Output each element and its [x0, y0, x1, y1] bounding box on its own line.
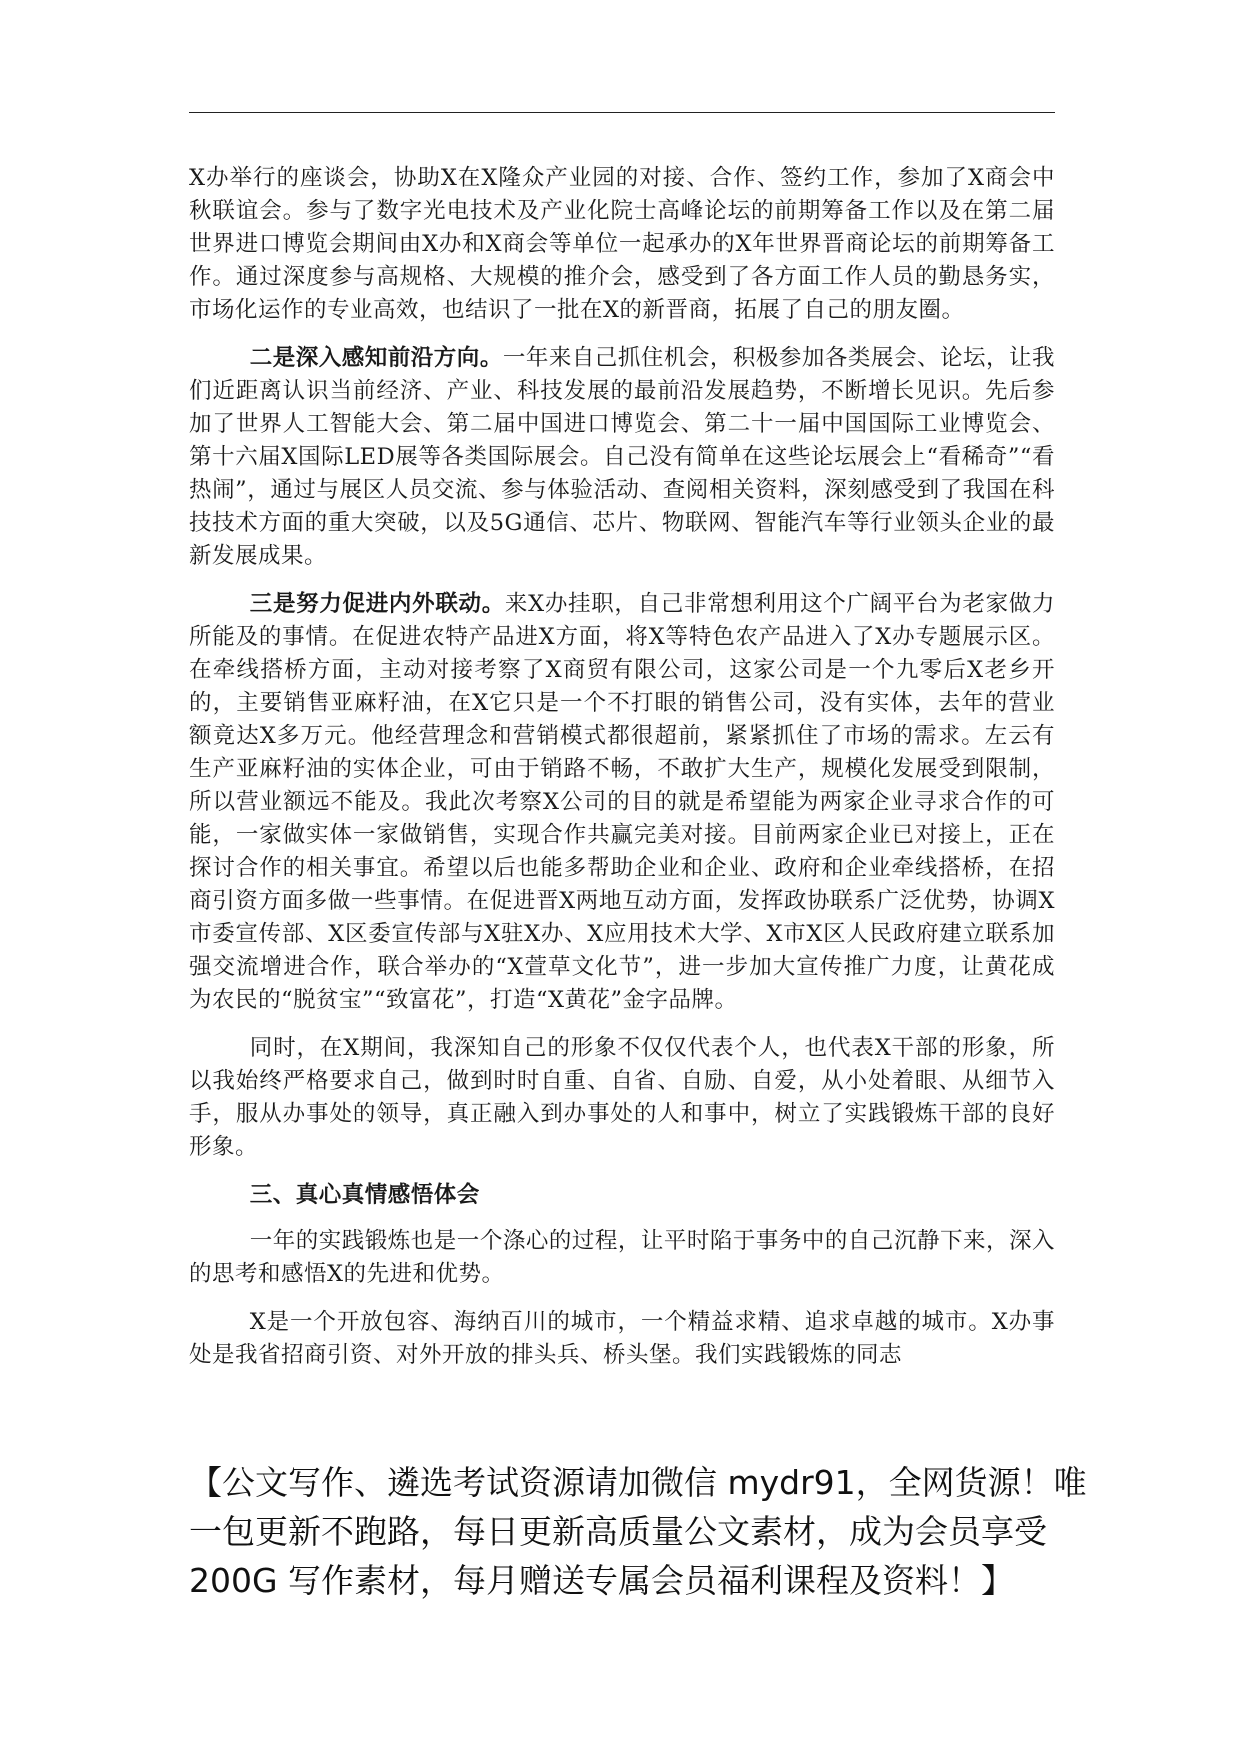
paragraph-1: X办举行的座谈会，协助X在X隆众产业园的对接、合作、签约工作，参加了X商会中秋联谊会。参与了数字光电技术及产业化院士高峰论坛的前期筹备工作以及在第二届世界进口博览会期间由X办和X商会等单位一起承办的X年世界晋商论坛的前期筹备工作。通过深度参与高规格、大规模的推介会，感受到了各方面工作人员的勤恳务实，市场化运作的专业高效，也结识了一批在X的新晋商，拓展了自己的朋友圈。 [189, 165, 1055, 323]
header-rule [189, 112, 1055, 113]
paragraph-2-lead: 二是深入感知前沿方向。 [249, 345, 503, 371]
paragraph-5: 一年的实践锻炼也是一个涤心的过程，让平时陷于事务中的自己沉静下来，深入的思考和感悟X的先进和优势。 [189, 1228, 1055, 1287]
promo-banner-text: 【公文写作、遴选考试资源请加微信 mydr91，全网货源！唯一包更新不跑路，每日更新高质量公文素材，成为会员享受 200G 写作素材，每月赠送专属会员福利课程及资料！】 [189, 1463, 1087, 1600]
paragraph-2-body: 一年来自己抓住机会，积极参加各类展会、论坛，让我们近距离认识当前经济、产业、科技发展的最前沿发展趋势，不断增长见识。先后参加了世界人工智能大会、第二届中国进口博览会、第二十一届中国国际工业博览会、第十六届X国际LED展等各类国际展会。自己没有简单在这些论坛展会上“看稀奇”“看热闹”，通过与展区人员交流、参与体验活动、查阅相关资料，深刻感受到了我国在科技技术方面的重大突破，以及5G通信、芯片、物联网、智能汽车等行业领头企业的最新发展成果。 [189, 345, 1055, 569]
paragraph-3-lead: 三是努力促进内外联动。 [249, 591, 505, 617]
paragraph-2 [189, 342, 1055, 573]
paragraph-4: 同时，在X期间，我深知自己的形象不仅仅代表个人，也代表X干部的形象，所以我始终严格要求自己，做到时时自重、自省、自励、自爱，从小处着眼、从细节入手，服从办事处的领导，真正融入到办事处的人和事中，树立了实践锻炼干部的良好形象。 [189, 1035, 1055, 1160]
section-heading-3: 三、真心真情感悟体会 [249, 1182, 480, 1208]
paragraph-3 [189, 588, 1055, 1017]
document-body [189, 162, 1055, 1387]
paragraph-3-body: 来X办挂职，自己非常想利用这个广阔平台为老家做力所能及的事情。在促进农特产品进X方面，将X等特色农产品进入了X办专题展示区。在牵线搭桥方面，主动对接考察了X商贸有限公司，这家公司是一个九零后X老乡开的，主要销售亚麻籽油，在X它只是一个不打眼的销售公司，没有实体，去年的营业额竟达X多万元。他经营理念和营销模式都很超前，紧紧抓住了市场的需求。左云有生产亚麻籽油的实体企业，可由于销路不畅，不敢扩大生产，规模化发展受到限制，所以营业额远不能及。我此次考察X公司的目的就是希望能为两家企业寻求合作的可能，一家做实体一家做销售，实现合作共赢完美对接。目前两家企业已对接上，正在探讨合作的相关事宜。希望以后也能多帮助企业和企业、政府和企业牵线搭桥，在招商引资方面多做一些事情。在促进晋X两地互动方面，发挥政协联系广泛优势，协调X市委宣传部、X区委宣传部与X驻X办、X应用技术大学、X市X区人民政府建立联系加强交流增进合作，联合举办的“X萱草文化节”，进一步加大宣传推广力度，让黄花成为农民的“脱贫宝”“致富花”，打造“X黄花”金字品牌。 [189, 591, 1055, 1013]
paragraph-6: X是一个开放包容、海纳百川的城市，一个精益求精、追求卓越的城市。X办事处是我省招商引资、对外开放的排头兵、桥头堡。我们实践锻炼的同志 [189, 1309, 1055, 1368]
